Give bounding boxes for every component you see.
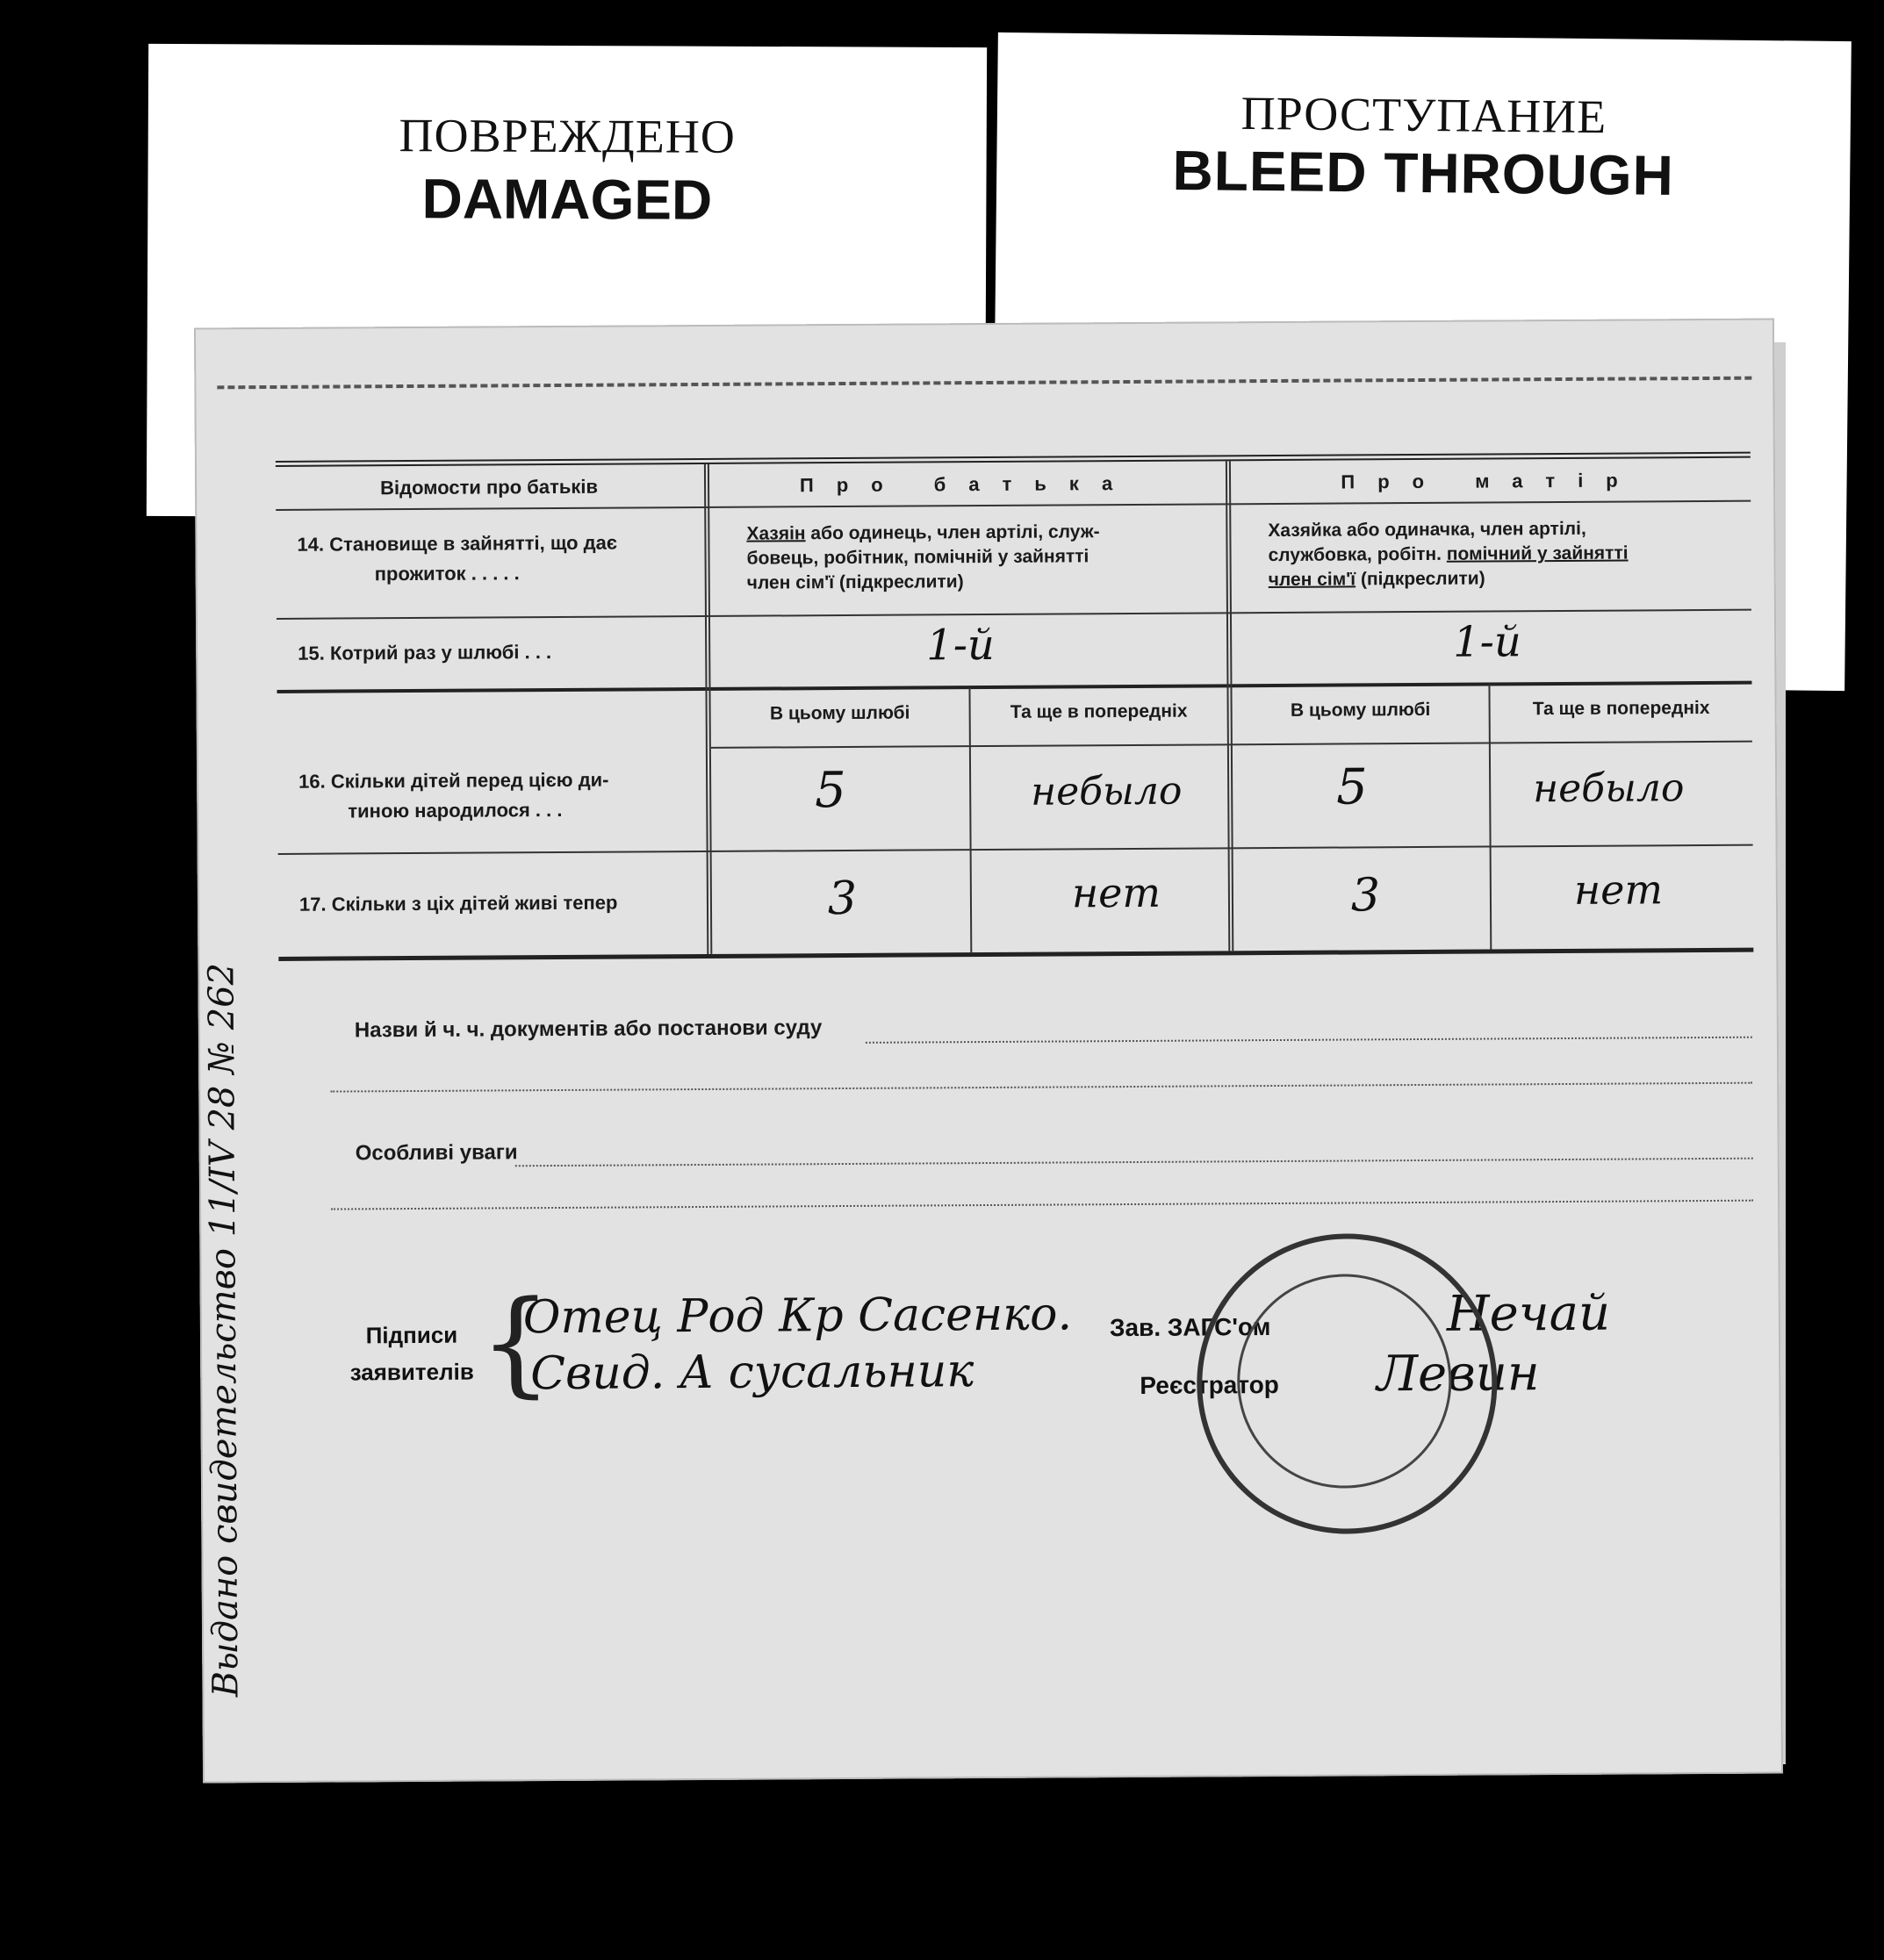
document-page bbox=[194, 319, 1783, 1784]
row16-label bbox=[298, 765, 609, 827]
row-divider bbox=[277, 681, 1751, 693]
row16-father-this: 5 bbox=[814, 761, 847, 820]
perforation-line bbox=[217, 377, 1751, 390]
row17-father-this: 3 bbox=[827, 872, 858, 926]
head-title: Зав. ЗАГС'ом bbox=[1109, 1313, 1271, 1342]
subheader-mother-prev: Та ще в попередніх bbox=[1532, 697, 1710, 720]
remarks-line bbox=[515, 1158, 1753, 1167]
row15-father-value: 1-й bbox=[926, 620, 996, 671]
row17-mother-prev: нет bbox=[1573, 865, 1664, 914]
signatures-label-line2: заявителів bbox=[349, 1358, 474, 1386]
row16-father-prev: небыло bbox=[1031, 768, 1183, 815]
col-divider bbox=[1226, 461, 1233, 951]
col-divider bbox=[1488, 685, 1492, 950]
remarks-line-2 bbox=[331, 1200, 1753, 1210]
row17-mother-this: 3 bbox=[1350, 869, 1381, 923]
col-divider bbox=[968, 687, 972, 952]
row15-label: 15. Котрий раз у шлюбі . . . bbox=[298, 641, 552, 664]
stamp-inner-ring bbox=[1237, 1274, 1452, 1489]
row14-father-line3: член сім'ї (підкреслити) bbox=[746, 571, 964, 593]
row14-mother-line2: службовка, робітн. bbox=[1268, 543, 1447, 566]
header-parents-info: Відомости про батьків bbox=[380, 475, 599, 499]
signatures-label bbox=[346, 1317, 478, 1391]
official-stamp bbox=[1196, 1232, 1498, 1534]
documents-label: Назви й ч. ч. документів або постанови суду bbox=[354, 1016, 823, 1043]
documents-line-2 bbox=[330, 1082, 1752, 1093]
row14-mother-underlined: помічний у зайнятті bbox=[1446, 542, 1629, 564]
row14-label-line2: прожиток . . . . . bbox=[374, 562, 520, 585]
head-signature: Нечай bbox=[1446, 1284, 1611, 1343]
documents-line bbox=[866, 1037, 1752, 1044]
row17-father-prev: нет bbox=[1071, 868, 1161, 917]
damaged-label-en: DAMAGED bbox=[421, 167, 713, 232]
parents-info-table bbox=[276, 452, 1753, 961]
applicant-signature-1: Отец Род Кр Сасенко. bbox=[522, 1288, 1073, 1345]
row14-father-line2: бовець, робітник, помічній у зайнятті bbox=[746, 546, 1089, 569]
bleed-through-label-en: BLEED THROUGH bbox=[1172, 139, 1675, 208]
damaged-label-ru: ПОВРЕЖДЕНО bbox=[399, 109, 736, 163]
row14-mother bbox=[1268, 517, 1628, 593]
row14-mother-line3: (підкреслити) bbox=[1355, 568, 1485, 590]
row14-mother-underlined-2: член сім'ї bbox=[1268, 569, 1356, 591]
registrar-signature: Левин bbox=[1377, 1345, 1540, 1404]
row14-father-line1: або одинець, член артілі, служ- bbox=[805, 521, 1100, 544]
row14-father-underlined: Хазяін bbox=[746, 523, 806, 544]
row15-mother-value: 1-й bbox=[1452, 617, 1522, 667]
row-divider bbox=[277, 609, 1751, 620]
subheader-father-prev: Та ще в попередніх bbox=[1010, 700, 1188, 722]
header-father: Про батька bbox=[799, 471, 1136, 497]
row16-mother-this: 5 bbox=[1335, 758, 1369, 816]
bleed-through-label-ru: ПРОСТУПАНИЕ bbox=[1240, 86, 1607, 144]
row14-father bbox=[746, 520, 1100, 595]
row14-label-line1: 14. Становище в зайнятті, що дає bbox=[297, 531, 618, 556]
margin-note: Выдано свидетельство 11/IV 28 № 262 bbox=[201, 962, 247, 1698]
row-divider bbox=[278, 844, 1753, 855]
row16-label-line2: тиною народилося . . . bbox=[348, 798, 563, 822]
signatures-label-line1: Підписи bbox=[365, 1321, 458, 1349]
remarks-label: Особливі уваги bbox=[355, 1140, 518, 1166]
row16-mother-prev: небыло bbox=[1533, 765, 1685, 812]
applicant-signature-2: Свид. А сусальник bbox=[530, 1345, 974, 1401]
signatures-brace: { bbox=[478, 1275, 553, 1410]
header-mother: Про матір bbox=[1341, 469, 1641, 493]
row17-label: 17. Скільки з ціх дітей живі тепер bbox=[298, 891, 618, 915]
subheader-father-this: В цьому шлюбі bbox=[769, 702, 910, 724]
registrar-title: Реєстратор bbox=[1140, 1370, 1279, 1399]
col-divider bbox=[704, 464, 712, 954]
row16-label-line1: 16. Скільки дітей перед цією ди- bbox=[298, 768, 609, 793]
row14-label bbox=[297, 528, 617, 590]
row14-mother-line1: Хазяйка або одиначка, член артілі, bbox=[1268, 518, 1586, 542]
subheader-mother-this: В цьому шлюбі bbox=[1290, 699, 1431, 721]
